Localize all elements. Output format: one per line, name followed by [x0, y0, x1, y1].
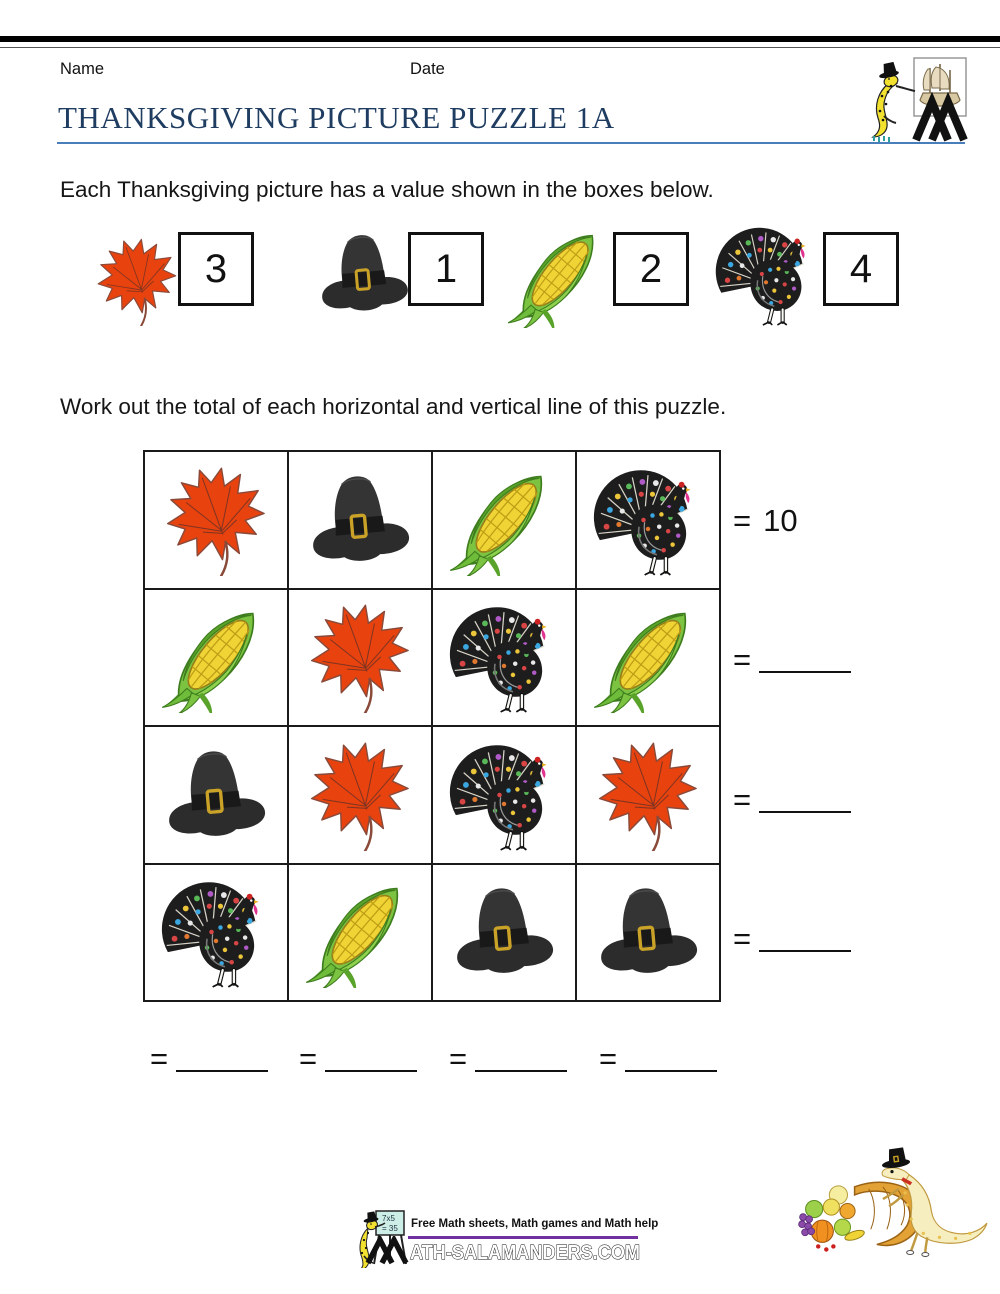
- page-top-rule-thin: [0, 47, 1000, 48]
- answer-blank-line: [176, 1036, 268, 1072]
- instruction-line-2: Work out the total of each horizontal and vertical line of this puzzle.: [60, 394, 727, 419]
- grid-cell: [433, 590, 575, 726]
- turkey-icon: [160, 876, 272, 988]
- corn-icon: [592, 601, 704, 713]
- maple-leaf-icon: [304, 601, 416, 713]
- grid-cell: [433, 727, 575, 863]
- answer-blank-line: [759, 637, 851, 673]
- maple-leaf-icon: [304, 739, 416, 851]
- equals-sign: =: [733, 502, 752, 538]
- row-answer: [733, 637, 851, 681]
- title-rule: [57, 142, 965, 144]
- grid-cell: [577, 727, 719, 863]
- answer-blank-line: [625, 1036, 717, 1072]
- key-value: 4: [849, 246, 873, 291]
- turkey-icon: [448, 601, 560, 713]
- row-total: 10: [763, 502, 798, 538]
- svg-text:= 35: = 35: [382, 1224, 398, 1233]
- column-answer: [299, 1036, 417, 1080]
- key-value: 2: [639, 246, 663, 291]
- grid-cell: [577, 590, 719, 726]
- answer-blank-line: [475, 1036, 567, 1072]
- corn-icon: [448, 464, 560, 576]
- name-label: Name: [60, 60, 105, 78]
- key-value: 3: [204, 246, 228, 291]
- equals-sign: =: [733, 920, 752, 956]
- key-value-box: [408, 232, 484, 306]
- maple-leaf-icon: [160, 464, 272, 576]
- grid-cell: [145, 452, 287, 588]
- corn-icon: [160, 601, 272, 713]
- cornucopia-salamander-illustration: [798, 1142, 990, 1264]
- answer-blank-line: [759, 916, 851, 952]
- column-answer: [449, 1036, 567, 1080]
- footer-site-wordmark: [362, 1236, 650, 1266]
- pilgrim-hat-icon: [592, 876, 704, 988]
- key-value-box: [823, 232, 899, 306]
- date-label: Date: [410, 60, 445, 78]
- pilgrim-hat-icon: [304, 464, 416, 576]
- row-answer: [733, 498, 798, 542]
- equals-sign: =: [733, 641, 752, 677]
- column-answer: [599, 1036, 717, 1080]
- equals-sign: =: [449, 1040, 468, 1076]
- turkey-icon: [714, 222, 818, 326]
- key-value: 1: [434, 246, 458, 291]
- row-answer: [733, 916, 851, 960]
- grid-cell: [145, 590, 287, 726]
- svg-text:ATH-SALAMANDERS.COM: ATH-SALAMANDERS.COM: [410, 1242, 640, 1264]
- corn-icon: [506, 224, 610, 328]
- grid-cell: [289, 727, 431, 863]
- page-top-rule-thick: [0, 36, 1000, 42]
- grid-cell: [289, 452, 431, 588]
- grid-cell: [577, 452, 719, 588]
- grid-cell: [145, 865, 287, 1001]
- grid-cell: [433, 452, 575, 588]
- maple-leaf-icon: [592, 739, 704, 851]
- key-value-box: [178, 232, 254, 306]
- equals-sign: =: [150, 1040, 169, 1076]
- pilgrim-hat-icon: [160, 739, 272, 851]
- page-title: THANKSGIVING PICTURE PUZZLE 1A: [58, 100, 615, 135]
- grid-cell: [289, 590, 431, 726]
- column-answer: [150, 1036, 268, 1080]
- equals-sign: =: [599, 1040, 618, 1076]
- footer-tagline: Free Math sheets, Math games and Math help: [411, 1218, 659, 1230]
- row-answer: [733, 777, 851, 821]
- equals-sign: =: [299, 1040, 318, 1076]
- answer-blank-line: [325, 1036, 417, 1072]
- instruction-line-1: Each Thanksgiving picture has a value shown in the boxes below.: [60, 177, 714, 202]
- svg-text:7x5: 7x5: [382, 1214, 395, 1223]
- key-value-box: [613, 232, 689, 306]
- turkey-icon: [448, 739, 560, 851]
- pilgrim-hat-icon: [314, 224, 414, 324]
- grid-cell: [577, 865, 719, 1001]
- puzzle-grid: [143, 450, 721, 1002]
- answer-blank-line: [759, 777, 851, 813]
- maple-leaf-icon: [92, 234, 182, 328]
- equals-sign: =: [733, 781, 752, 817]
- pilgrim-hat-icon: [448, 876, 560, 988]
- grid-cell: [145, 727, 287, 863]
- grid-cell: [289, 865, 431, 1001]
- turkey-icon: [592, 464, 704, 576]
- corn-icon: [304, 876, 416, 988]
- math-salamanders-logo: [858, 56, 970, 142]
- grid-cell: [433, 865, 575, 1001]
